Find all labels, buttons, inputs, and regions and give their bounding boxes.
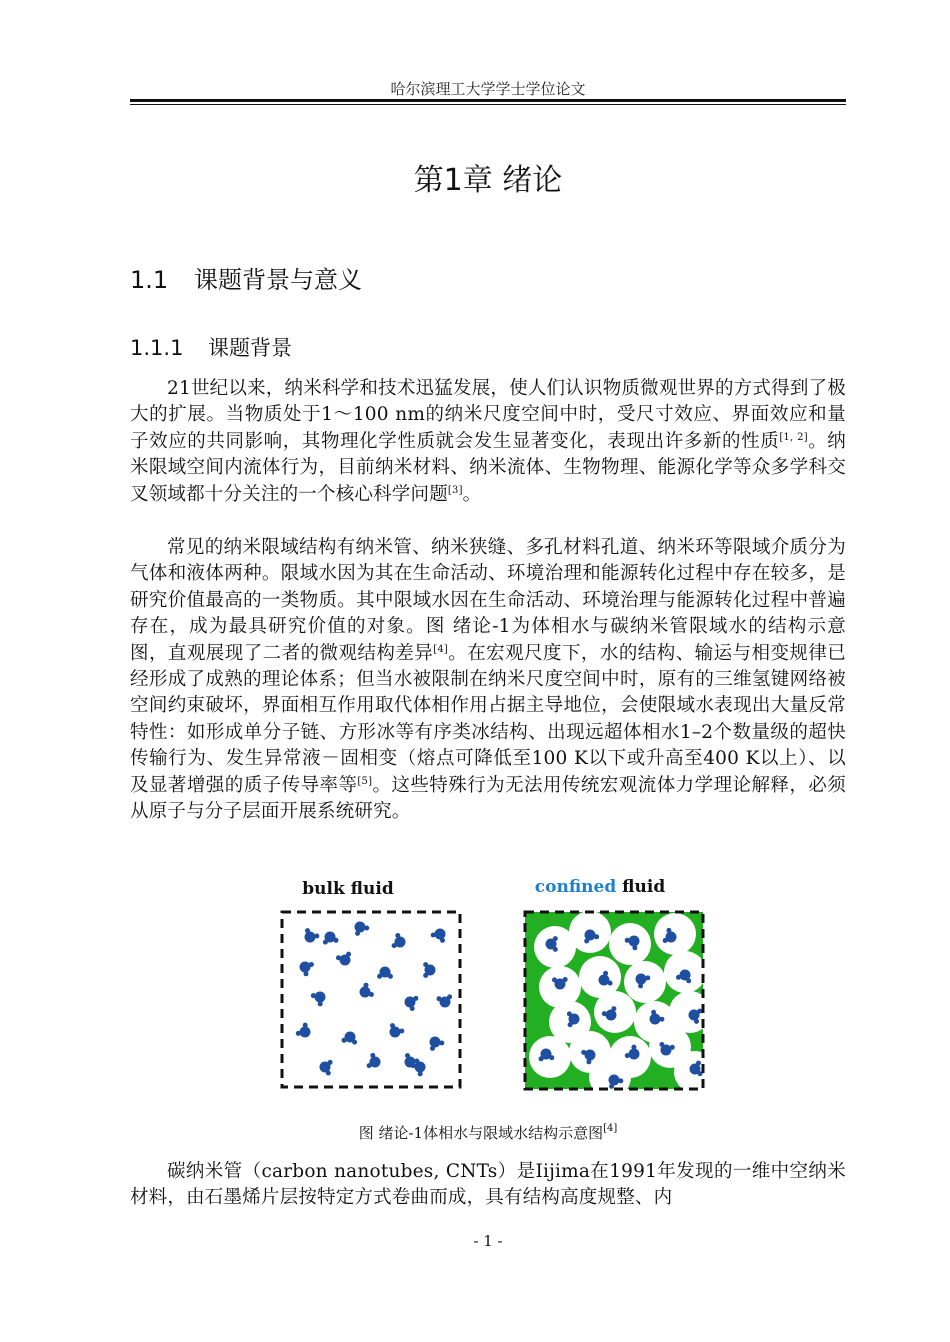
hydrogen-atom: [423, 973, 428, 978]
hydrogen-atom: [625, 938, 630, 943]
paragraph-text: 常见的纳米限域结构有纳米管、纳米狭缝、多孔材料孔道、纳米环等限域介质分为气体和液体两种。限域水因为其在生命活动、环境治理和能源转化过程中存在较多，是研究价值最高的一类物质。其中限域水因在生命活动、环境治理与能源转化过程中普遍存在，成为最具研究价值的对象。图 绪论-1为体相水与碳纳米管限域水的结构示意图，直观展现了二者的微观结构差异: [130, 537, 846, 664]
hydrogen-atom: [603, 971, 608, 976]
fluid-word: fluid: [616, 877, 666, 897]
water-molecule: [585, 1050, 596, 1061]
hydrogen-atom: [311, 993, 316, 998]
paragraph-3: [130, 1159, 846, 1212]
paragraph-text: 。纳米限域空间内流体行为，目前纳米材料、纳米流体、生物物理、能源化学等众多学科交叉领域都十分关注的一个核心科学问题: [130, 430, 846, 505]
water-molecule: [390, 1027, 401, 1038]
hydrogen-atom: [666, 928, 671, 933]
water-molecule: [300, 962, 311, 973]
paragraph-text: 。: [462, 483, 482, 505]
hydrogen-atom: [364, 983, 369, 988]
running-header: 哈尔滨理工大学学士学位论文: [390, 80, 586, 98]
hydrogen-atom: [410, 1006, 415, 1011]
hydrogen-atom: [686, 978, 691, 983]
citation: [4]: [603, 1123, 618, 1134]
header-rule-thin: [130, 104, 846, 105]
hydrogen-atom: [296, 1031, 301, 1036]
structure-figure: [270, 872, 710, 1092]
hydrogen-atom: [399, 1029, 404, 1034]
water-molecule: [355, 922, 366, 933]
hydrogen-atom: [549, 1055, 554, 1060]
hydrogen-atom: [670, 1045, 675, 1050]
hydrogen-atom: [552, 977, 557, 982]
confined-fluid-label: [535, 877, 666, 897]
hydrogen-atom: [553, 936, 558, 941]
hydrogen-atom: [370, 1053, 375, 1058]
hydrogen-atom: [303, 1023, 308, 1028]
hydrogen-atom: [395, 933, 400, 938]
hydrogen-atom: [364, 926, 369, 931]
section-number: 1.1: [130, 266, 169, 294]
hydrogen-atom: [334, 938, 339, 943]
water-molecule: [606, 1010, 617, 1021]
hydrogen-atom: [418, 1071, 423, 1076]
hydrogen-atom: [447, 994, 452, 999]
hydrogen-atom: [631, 1045, 636, 1050]
paragraph-text: 碳纳米管（carbon nanotubes, CNTs）是Iijima在1991年发现的一维中空纳米材料，由石墨烯片层按特定方式卷曲而成，具有结构高度规整、内: [130, 1161, 846, 1209]
hydrogen-atom: [694, 1019, 699, 1024]
hydrogen-atom: [390, 1023, 395, 1028]
hydrogen-atom: [377, 974, 382, 979]
hydrogen-atom: [304, 971, 309, 976]
hydrogen-atom: [696, 1061, 701, 1066]
citation: [3]: [447, 484, 463, 496]
hydrogen-atom: [697, 1009, 702, 1014]
hydrogen-atom: [581, 1050, 586, 1055]
hydrogen-atom: [638, 983, 643, 988]
hydrogen-atom: [609, 1084, 614, 1089]
water-molecule: [650, 1014, 661, 1025]
water-molecule: [315, 992, 326, 1003]
hydrogen-atom: [336, 955, 341, 960]
hydrogen-atom: [659, 1042, 664, 1047]
hydrogen-atom: [594, 934, 599, 939]
hydrogen-atom: [414, 1059, 419, 1064]
paragraph-1: [130, 376, 846, 508]
hydrogen-atom: [326, 1071, 331, 1076]
paragraph-text: 。在宏观尺度下，水的结构、输运与相变规律已经形成了成熟的理论体系；但当水被限制在纳米尺度空间中时，原有的三维氢键网络被空间约束破坏，界面相互作用取代体相作用占据主导地位，会使限域水表现出大量反常特性：如形成单分子链、方形冰等有序类冰结构、出现远超体相水1–2个数量级的超快传输行为、发生异常液－固相变（熔点可降低至100 K以下或升高至400 K以上）、以及显著增强的质子传导率等: [130, 642, 847, 796]
paragraph-text: 21世纪以来，纳米科学和技术迅猛发展，使人们认识物质微观世界的方式得到了极大的扩展。当物质处于1～100 nm的纳米尺度空间中时，受尺寸效应、界面效应和量子效应的共同影响，其物理化学性质就会发生显著变化，表现出许多新的性质: [130, 378, 846, 452]
hydrogen-atom: [352, 1040, 357, 1045]
section-heading: [130, 260, 362, 295]
figure-caption: [130, 1122, 846, 1143]
hydrogen-atom: [567, 1011, 572, 1016]
subsection-number: 1.1.1: [130, 336, 184, 360]
hydrogen-atom: [405, 1053, 410, 1058]
page-number: - 1 -: [473, 1232, 503, 1250]
citation: [5]: [357, 775, 373, 787]
hydrogen-atom: [439, 1041, 444, 1046]
hydrogen-atom: [328, 1060, 333, 1065]
hydrogen-atom: [651, 1010, 656, 1015]
hydrogen-atom: [632, 945, 637, 950]
water-molecule: [305, 932, 316, 943]
hydrogen-atom: [618, 1078, 623, 1083]
figure-graphic: [270, 872, 710, 1092]
header-rule-thick: [130, 99, 846, 102]
hydrogen-atom: [437, 996, 442, 1001]
water-molecule: [629, 936, 640, 947]
water-molecule: [430, 1037, 441, 1048]
paragraph-text: 。这些特殊行为无法用传统宏观流体力学理论解释，必须从原子与分子层面开展系统研究。: [130, 774, 846, 823]
hydrogen-atom: [323, 940, 328, 945]
hydrogen-atom: [659, 1017, 664, 1022]
hydrogen-atom: [608, 981, 613, 986]
hydrogen-atom: [563, 977, 568, 982]
hydrogen-atom: [423, 962, 428, 967]
caption-text: 图 绪论-1体相水与限域水结构示意图: [358, 1124, 604, 1142]
water-molecule: [360, 987, 371, 998]
bulk-molecules: [296, 922, 452, 1077]
hydrogen-atom: [388, 974, 393, 979]
hydrogen-atom: [584, 939, 589, 944]
water-molecule: [435, 929, 446, 940]
water-molecule: [405, 1057, 416, 1068]
hydrogen-atom: [355, 931, 360, 936]
water-molecule: [300, 1027, 311, 1038]
hydrogen-atom: [314, 934, 319, 939]
bulk-fluid-label: bulk fluid: [302, 879, 394, 899]
citation: [1, 2]: [779, 431, 808, 443]
confined-word: confined: [534, 877, 617, 897]
hydrogen-atom: [309, 962, 314, 967]
hydrogen-atom: [342, 1038, 347, 1043]
hydrogen-atom: [625, 1053, 630, 1058]
hydrogen-atom: [568, 1022, 573, 1027]
hydrogen-atom: [645, 975, 650, 980]
subsection-title: 课题背景: [208, 336, 292, 360]
hydrogen-atom: [602, 1011, 607, 1016]
chapter-title: 第1章 绪论: [413, 163, 563, 198]
paragraph-2: [130, 535, 846, 825]
water-molecule: [636, 974, 647, 985]
citation: [4]: [433, 643, 449, 655]
hydrogen-atom: [676, 975, 681, 980]
hydrogen-atom: [369, 992, 374, 997]
hydrogen-atom: [392, 943, 397, 948]
hydrogen-atom: [430, 1046, 435, 1051]
hydrogen-atom: [318, 1001, 323, 1006]
hydrogen-atom: [611, 1006, 616, 1011]
hydrogen-atom: [553, 947, 558, 952]
hydrogen-atom: [305, 928, 310, 933]
water-molecule: [609, 1075, 620, 1086]
hydrogen-atom: [367, 1063, 372, 1068]
water-molecule: [629, 1049, 640, 1060]
hydrogen-atom: [586, 1059, 591, 1064]
hydrogen-atom: [431, 933, 436, 938]
hydrogen-atom: [663, 938, 668, 943]
hydrogen-atom: [346, 952, 351, 957]
hydrogen-atom: [413, 996, 418, 1001]
subsection-heading: [130, 332, 292, 362]
hydrogen-atom: [440, 938, 445, 943]
section-title: 课题背景与意义: [194, 266, 362, 294]
hydrogen-atom: [539, 1056, 544, 1061]
